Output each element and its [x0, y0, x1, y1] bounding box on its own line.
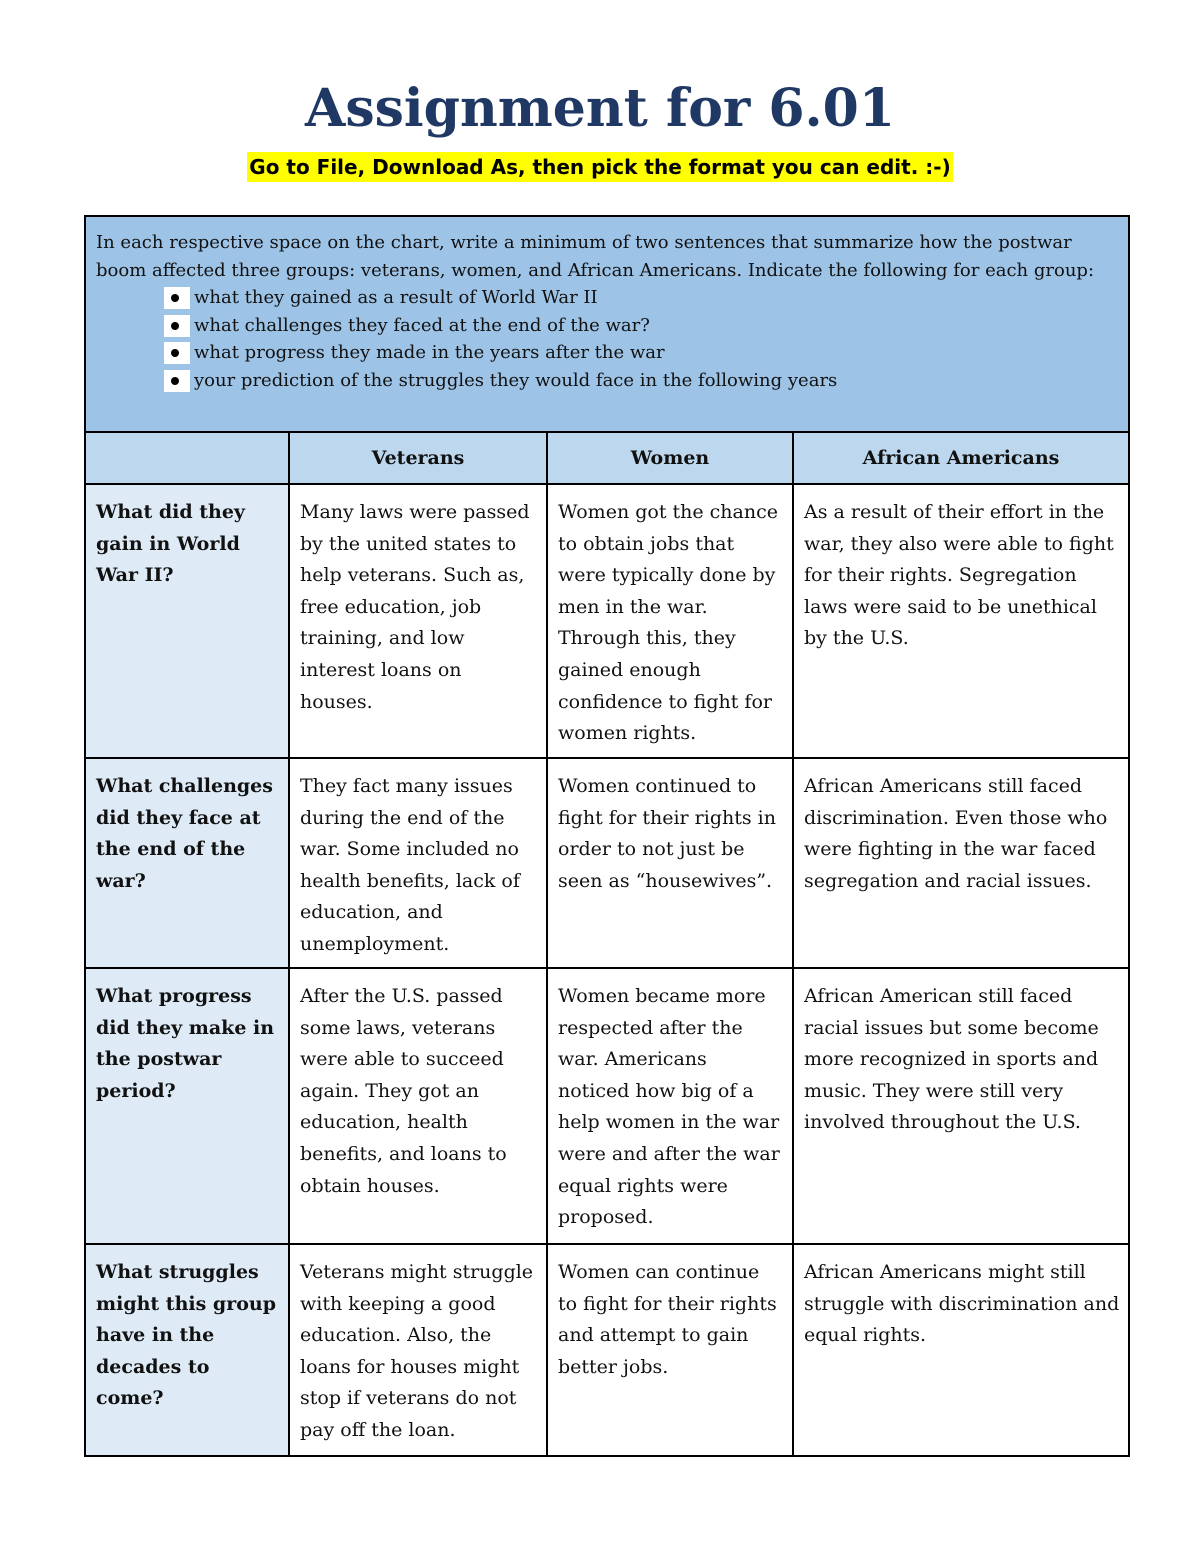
instructions-text: In each respective space on the chart, write a minimum of two sentences that summarize how the postwar boom affected three groups: veterans, women, and African Americans. Indicate the following for each group: — [96, 232, 1095, 281]
subtitle-container — [0, 152, 1200, 182]
header-row — [85, 432, 1129, 484]
header-women: Women — [547, 432, 793, 484]
table-row — [85, 484, 1129, 758]
instruction-bullet: what challenges they faced at the end of the war? — [160, 312, 1118, 340]
assignment-chart — [84, 215, 1130, 1457]
answer-cell-african-americans[interactable]: African American still faced racial issues but some become more recognized in sports and music. They were still very involved throughout the U.S. — [793, 968, 1129, 1244]
answer-cell-african-americans[interactable]: African Americans might still struggle with discrimination and equal rights. — [793, 1244, 1129, 1456]
answer-cell-women[interactable]: Women continued to fight for their rights in order to not just be seen as “housewives”. — [547, 758, 793, 968]
table-row — [85, 758, 1129, 968]
answer-cell-veterans[interactable]: After the U.S. passed some laws, veterans were able to succeed again. They got an education, health benefits, and loans to obtain houses. — [289, 968, 547, 1244]
question-cell: What progress did they make in the postwar period? — [85, 968, 289, 1244]
instruction-bullet: what they gained as a result of World War II — [160, 284, 1118, 312]
bullet-icon — [164, 370, 190, 392]
bullet-icon — [164, 342, 190, 364]
instructions-cell — [85, 216, 1129, 432]
answer-cell-veterans[interactable]: Veterans might struggle with keeping a good education. Also, the loans for houses might stop if veterans do not pay off the loan. — [289, 1244, 547, 1456]
answer-cell-african-americans[interactable]: As a result of their effort in the war, they also were able to fight for their rights. Segregation laws were said to be unethical by the U.S. — [793, 484, 1129, 758]
instruction-bullet: your prediction of the struggles they would face in the following years — [160, 367, 1118, 395]
answer-cell-women[interactable]: Women became more respected after the war. Americans noticed how big of a help women in the war were and after the war equal rights were proposed. — [547, 968, 793, 1244]
header-african-americans: African Americans — [793, 432, 1129, 484]
question-cell: What challenges did they face at the end of the war? — [85, 758, 289, 968]
answer-cell-african-americans[interactable]: African Americans still faced discrimination. Even those who were fighting in the war faced segregation and racial issues. — [793, 758, 1129, 968]
answer-cell-women[interactable]: Women got the chance to obtain jobs that were typically done by men in the war. Through this, they gained enough confidence to fight for women rights. — [547, 484, 793, 758]
page-title: Assignment for 6.01 — [304, 78, 896, 139]
answer-cell-veterans[interactable]: They fact many issues during the end of the war. Some included no health benefits, lack of education, and unemployment. — [289, 758, 547, 968]
highlighted-subtitle: Go to File, Download As, then pick the format you can edit. :-) — [247, 152, 952, 182]
instructions — [86, 217, 1128, 394]
question-cell: What struggles might this group have in the decades to come? — [85, 1244, 289, 1456]
instruction-bullet: what progress they made in the years after the war — [160, 339, 1118, 367]
instructions-bullet-list — [96, 284, 1118, 394]
header-blank-cell — [85, 432, 289, 484]
bullet-icon — [164, 315, 190, 337]
bullet-icon — [164, 287, 190, 309]
table-row — [85, 1244, 1129, 1456]
answer-cell-veterans[interactable]: Many laws were passed by the united states to help veterans. Such as, free education, job training, and low interest loans on houses. — [289, 484, 547, 758]
answer-cell-women[interactable]: Women can continue to fight for their rights and attempt to gain better jobs. — [547, 1244, 793, 1456]
question-cell: What did they gain in World War II? — [85, 484, 289, 758]
table-row — [85, 968, 1129, 1244]
instructions-row — [85, 216, 1129, 432]
header-veterans: Veterans — [289, 432, 547, 484]
